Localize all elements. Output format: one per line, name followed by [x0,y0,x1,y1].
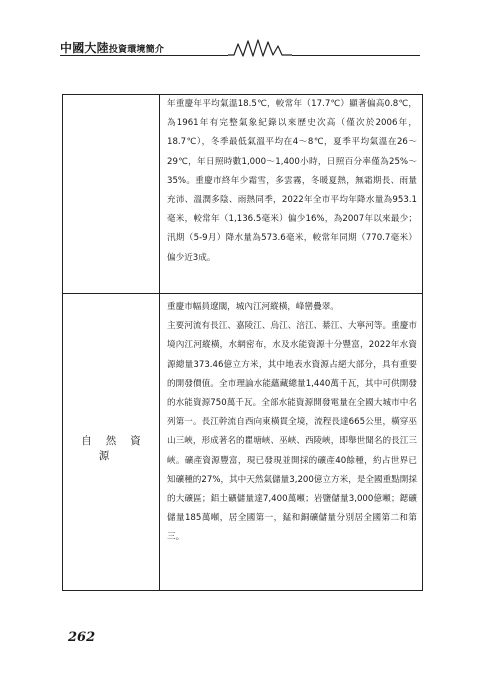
header-title [60,39,164,56]
climate-paragraph: 年重慶年平均氣溫18.5℃，較常年（17.7℃）顯著偏高0.8℃，為1961年有完整氣象紀錄以來歷史次高（僅次於2006年，18.7℃），冬季最低氣溫平均在4～8℃，夏季平均氣溫在26～29℃，年日照時數1,000～1,400小時，日照百分率僅為25%～35%。重慶市終年少霜雪，多雲霧，冬暖夏熱，無霜期長、雨量充沛、溫潤多陰、雨熱同季，2022年全市平均年降水量為953.1毫米，較常年（1,136.5毫米）偏少16%，為2007年以來最少；汛期（5-9月）降水量為573.6毫米，較常年同期（770.7毫米）偏少近3成。 [167,99,417,263]
page-number: 262 [68,630,96,645]
resources-paragraph-1: 重慶市幅員遼闊，城內江河縱橫，峰巒疊翠。 [167,302,339,312]
header-title-sub: 投資環境簡介 [108,45,165,55]
waveform-icon [228,38,292,58]
running-header [60,36,420,60]
climate-text [167,95,417,268]
row-divider [63,293,422,294]
header-title-main: 中國大陸 [60,41,109,55]
resources-paragraph-2: 主要河流有長江、嘉陵江、烏江、涪江、綦江、大寧河等。重慶市境內江河縱橫，水網密布，水及水能資源十分豐富，2022年水資源總量373.46億立方米，其中地表水資源占絕大部分，具有重要的開發價值。全市理論水能蘊藏總量1,440萬千瓦，其中可供開發的水能資源750萬千瓦。全部水能資源開發電量在全國大城市中名列第一。長江幹流自西向東橫貫全境，流程長達665公里，橫穿巫山三峽，形成著名的瞿塘峽、巫峽、西陵峽，即舉世聞名的長江三峽。礦產資源豐富，現已發現並開採的礦產40餘種，約占世界已知礦種的27%，其中天然氣儲量3,200億立方米，是全國重點開採的大礦區；鋁土礦儲量達7,400萬噸；岩鹽儲量3,000億噸；鍶礦儲量185萬噸，居全國第一，錳和銅礦儲量分別居全國第二和第三。 [167,321,417,543]
column-divider [159,95,160,590]
info-table [62,94,423,591]
natural-resources-text [167,298,417,548]
row-label-natural-resources: 自然資源 [81,435,155,462]
